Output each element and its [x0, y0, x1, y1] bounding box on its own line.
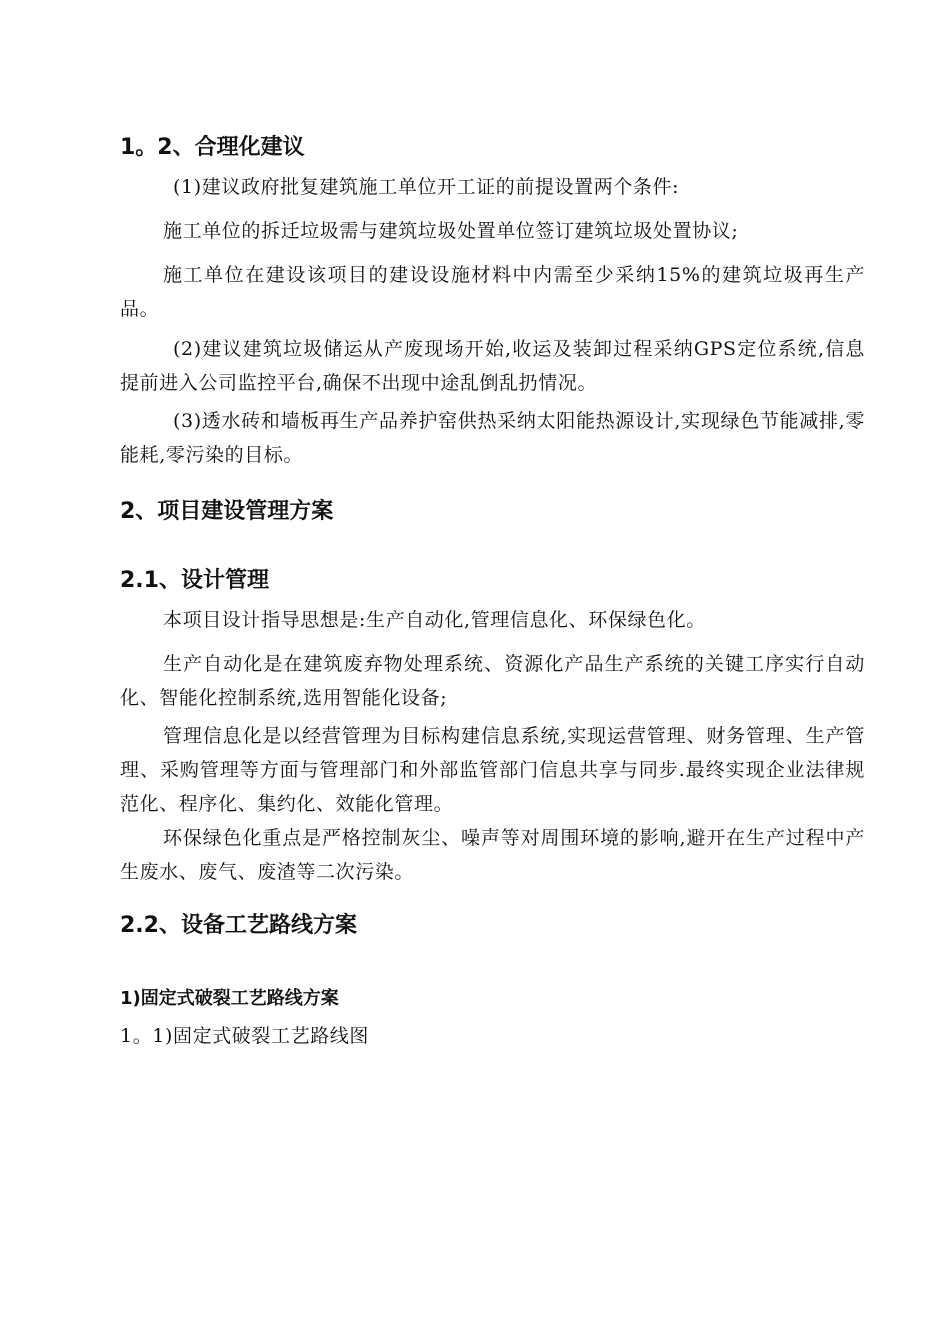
paragraph-2-1-guideline: 本项目设计指导思想是:生产自动化,管理信息化、环保绿色化。 [163, 609, 706, 631]
heading-2-1: 2.1、设计管理 [120, 568, 269, 593]
paragraph-1-2-condition-2: 施工单位在建设该项目的建设设施材料中内需至少采纳15%的建筑垃圾再生产品。 [120, 264, 865, 320]
paragraph-1-2-item-3: (3)透水砖和墙板再生产品养护窑供热采纳太阳能热源设计,实现绿色节能减排,零能耗,零污染的目标。 [120, 410, 865, 466]
heading-1-2: 1。2、合理化建议 [120, 135, 305, 160]
heading-2: 2、项目建设管理方案 [120, 499, 334, 524]
paragraph-2-1-information: 管理信息化是以经营管理为目标构建信息系统,实现运营管理、财务管理、生产管理、采购管理等方面与管理部门和外部监管部门信息共享与同步.最终实现企业法律规范化、程序化、集约化、效能化管理。 [120, 725, 865, 815]
paragraph-2-1-environment: 环保绿色化重点是严格控制灰尘、噪声等对周围环境的影响,避开在生产过程中产生废水、废气、废渣等二次污染。 [120, 827, 865, 883]
paragraph-1-2-item-2: (2)建议建筑垃圾储运从产废现场开始,收运及装卸过程采纳GPS定位系统,信息提前进入公司监控平台,确保不出现中途乱倒乱扔情况。 [120, 338, 865, 394]
heading-2-2: 2.2、设备工艺路线方案 [120, 913, 357, 938]
heading-2-2-subsection-1-1: 1。1)固定式破裂工艺路线图 [120, 1025, 369, 1047]
paragraph-1-2-condition-1: 施工单位的拆迁垃圾需与建筑垃圾处置单位签订建筑垃圾处置协议; [163, 220, 739, 242]
paragraph-2-1-automation: 生产自动化是在建筑废弃物处理系统、资源化产品生产系统的关键工序实行自动化、智能化控制系统,选用智能化设备; [120, 653, 865, 709]
heading-2-2-subsection-1: 1)固定式破裂工艺路线方案 [120, 988, 339, 1009]
paragraph-1-2-item-1: (1)建议政府批复建筑施工单位开工证的前提设置两个条件: [173, 176, 680, 198]
